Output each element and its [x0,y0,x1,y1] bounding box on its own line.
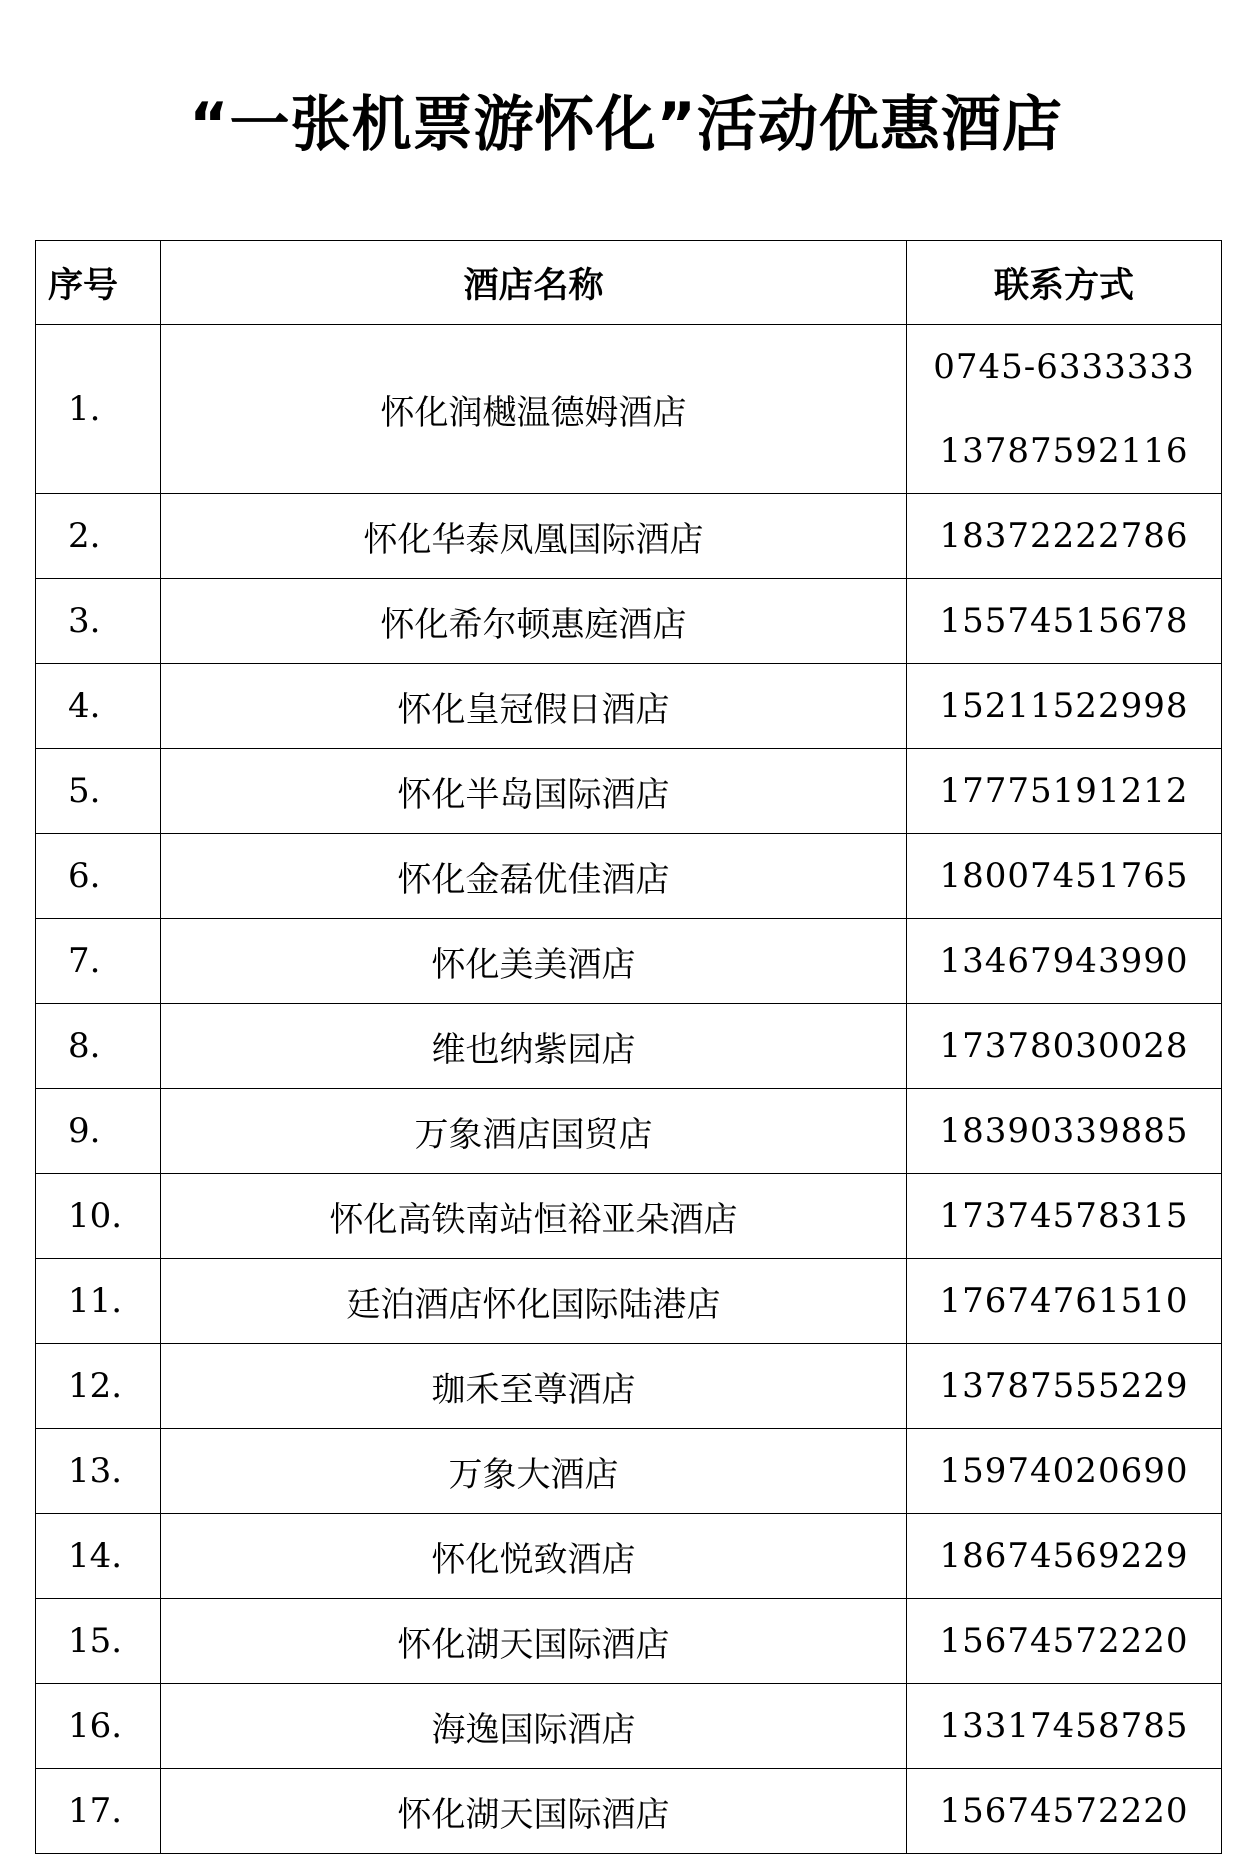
table-row [36,1429,1222,1514]
table-row [36,1259,1222,1344]
table-row [36,1004,1222,1089]
table-row [36,325,1222,494]
table-row [36,1684,1222,1769]
contact-cell [907,1259,1222,1344]
phone-number: 13787592116 [939,431,1189,471]
hotel-name: 怀化湖天国际酒店 [161,1599,907,1684]
contact-cell [907,1684,1222,1769]
contact-cell [907,919,1222,1004]
contact-cell [907,1004,1222,1089]
phone-number: 0745-6333333 [933,347,1195,387]
hotel-name: 怀化半岛国际酒店 [161,749,907,834]
hotel-name: 万象大酒店 [161,1429,907,1514]
header-hotel-name: 酒店名称 [161,241,907,325]
contact-cell [907,1344,1222,1429]
hotel-name: 怀化华泰凤凰国际酒店 [161,494,907,579]
table-body [36,325,1222,1854]
phone-number: 18372222786 [939,516,1189,556]
contact-cell [907,1174,1222,1259]
phone-number: 13787555229 [939,1366,1189,1406]
row-number: 11. [36,1259,161,1344]
contact-cell [907,325,1222,494]
row-number: 7. [36,919,161,1004]
hotel-name: 怀化希尔顿惠庭酒店 [161,579,907,664]
table-header [36,241,1222,325]
contact-cell [907,1429,1222,1514]
hotel-name: 珈禾至尊酒店 [161,1344,907,1429]
row-number: 5. [36,749,161,834]
hotel-name: 怀化悦致酒店 [161,1514,907,1599]
row-number: 3. [36,579,161,664]
phone-number: 15574515678 [939,601,1189,641]
contact-cell [907,834,1222,919]
phone-number: 17674761510 [939,1281,1189,1321]
table-row [36,1344,1222,1429]
row-number: 9. [36,1089,161,1174]
table-row [36,919,1222,1004]
table-row [36,834,1222,919]
table-row [36,1769,1222,1854]
row-number: 1. [36,325,161,494]
contact-cell [907,494,1222,579]
page-title: “一张机票游怀化”活动优惠酒店 [189,90,1063,160]
contact-cell [907,1769,1222,1854]
table-row [36,1089,1222,1174]
phone-number: 18007451765 [939,856,1189,896]
hotel-name: 廷泊酒店怀化国际陆港店 [161,1259,907,1344]
phone-number: 17378030028 [939,1026,1189,1066]
hotel-name: 怀化湖天国际酒店 [161,1769,907,1854]
contact-cell [907,579,1222,664]
row-number: 2. [36,494,161,579]
row-number: 6. [36,834,161,919]
hotel-name: 万象酒店国贸店 [161,1089,907,1174]
phone-number: 18674569229 [939,1536,1189,1576]
hotel-name: 怀化高铁南站恒裕亚朵酒店 [161,1174,907,1259]
contact-cell [907,1599,1222,1684]
row-number: 8. [36,1004,161,1089]
row-number: 12. [36,1344,161,1429]
hotel-name: 怀化金磊优佳酒店 [161,834,907,919]
hotel-name: 维也纳紫园店 [161,1004,907,1089]
table-row [36,1174,1222,1259]
row-number: 17. [36,1769,161,1854]
phone-number: 15211522998 [939,686,1189,726]
phone-number: 15974020690 [939,1451,1189,1491]
table-row [36,494,1222,579]
phone-number: 18390339885 [939,1111,1189,1151]
table-row [36,749,1222,834]
contact-cell [907,664,1222,749]
table-row [36,1514,1222,1599]
row-number: 15. [36,1599,161,1684]
table-row [36,1599,1222,1684]
phone-number: 17775191212 [939,771,1189,811]
row-number: 13. [36,1429,161,1514]
header-contact: 联系方式 [907,241,1222,325]
hotel-name: 海逸国际酒店 [161,1684,907,1769]
table-row [36,664,1222,749]
hotel-name: 怀化皇冠假日酒店 [161,664,907,749]
phone-number: 15674572220 [939,1621,1189,1661]
hotel-name: 怀化润樾温德姆酒店 [161,325,907,494]
phone-number: 17374578315 [939,1196,1189,1236]
contact-cell [907,1089,1222,1174]
hotel-name: 怀化美美酒店 [161,919,907,1004]
header-row [36,241,1222,325]
phone-number: 13317458785 [939,1706,1189,1746]
row-number: 14. [36,1514,161,1599]
header-number: 序号 [36,241,161,325]
table-row [36,579,1222,664]
contact-cell [907,749,1222,834]
row-number: 10. [36,1174,161,1259]
row-number: 4. [36,664,161,749]
contact-cell [907,1514,1222,1599]
row-number: 16. [36,1684,161,1769]
hotel-table [35,240,1222,1854]
phone-number: 15674572220 [939,1791,1189,1831]
phone-number: 13467943990 [939,941,1189,981]
